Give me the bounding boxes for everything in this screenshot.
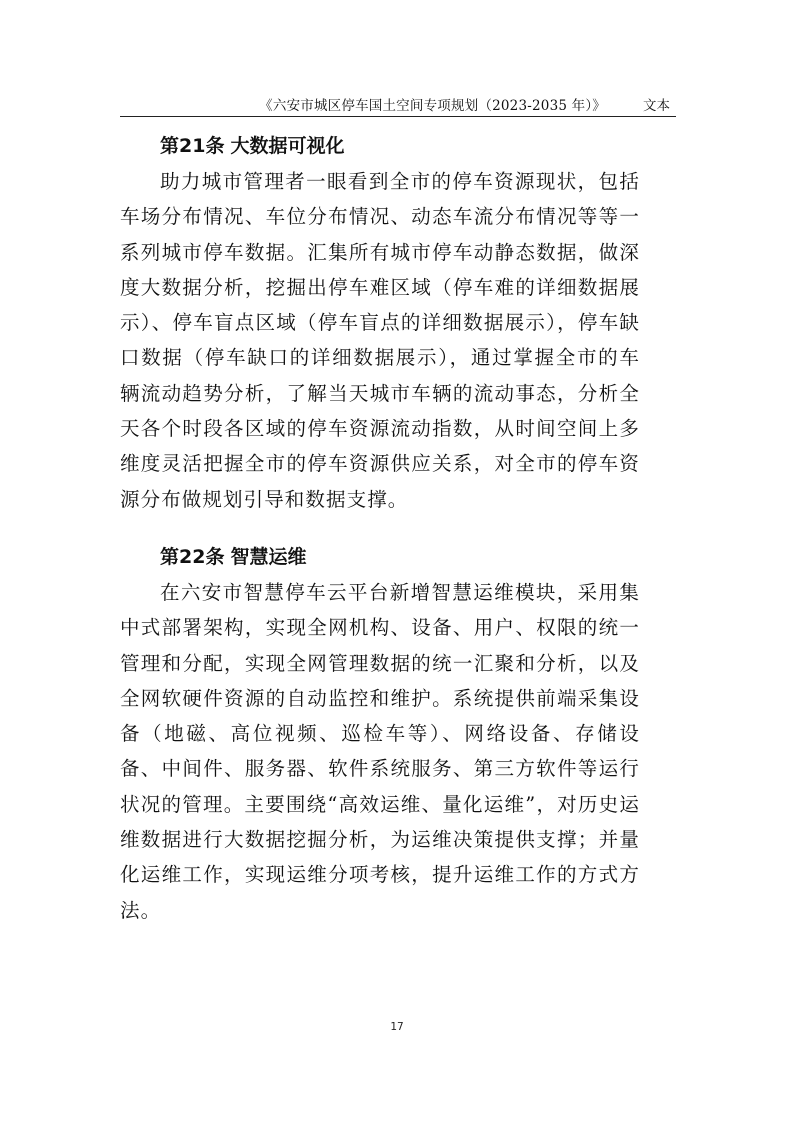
- document-type-label: 文本: [643, 98, 670, 114]
- document-title: 《六安市城区停车国土空间专项规划（2023-2035 年）》: [259, 98, 606, 114]
- article-22-paragraph: 在六安市智慧停车云平台新增智慧运维模块，采用集中式部署架构，实现全网机构、设备、用户、权限的统一管理和分配，实现全网管理数据的统一汇聚和分析，以及全网软硬件资源的自动监控和维护。系统提供前端采集设备（地磁、高位视频、巡检车等）、网络设备、存储设备、中间件、服务器、软件系统服务、第三方软件等运行状况的管理。主要围绕“高效运维、量化运维”，对历史运维数据进行大数据挖掘分析，为运维决策提供支撑；并量化运维工作，实现运维分项考核，提升运维工作的方式方法。: [120, 580, 640, 922]
- article-22-number: 第22条: [160, 545, 225, 568]
- page-header: [120, 94, 676, 117]
- article-21-number: 第21条: [160, 135, 225, 157]
- article-21-section: [120, 128, 680, 517]
- page-number: 17: [390, 1021, 404, 1033]
- article-22-section: [120, 539, 680, 928]
- page-content: [120, 128, 680, 928]
- article-22-title: 智慧运维: [230, 545, 307, 568]
- article-21-title: 大数据可视化: [230, 135, 345, 157]
- article-21-heading: [160, 128, 680, 164]
- article-21-paragraph: 助力城市管理者一眼看到全市的停车资源现状，包括车场分布情况、车位分布情况、动态车流分布情况等等一系列城市停车数据。汇集所有城市停车动静态数据，做深度大数据分析，挖掘出停车难区域（停车难的详细数据展示）、停车盲点区域（停车盲点的详细数据展示），停车缺口数据（停车缺口的详细数据展示），通过掌握全市的车辆流动趋势分析，了解当天城市车辆的流动事态，分析全天各个时段各区域的停车资源流动指数，从时间空间上多维度灵活把握全市的停车资源供应关系，对全市的停车资源分布做规划引导和数据支撑。: [120, 170, 640, 511]
- article-22-heading: [160, 539, 680, 575]
